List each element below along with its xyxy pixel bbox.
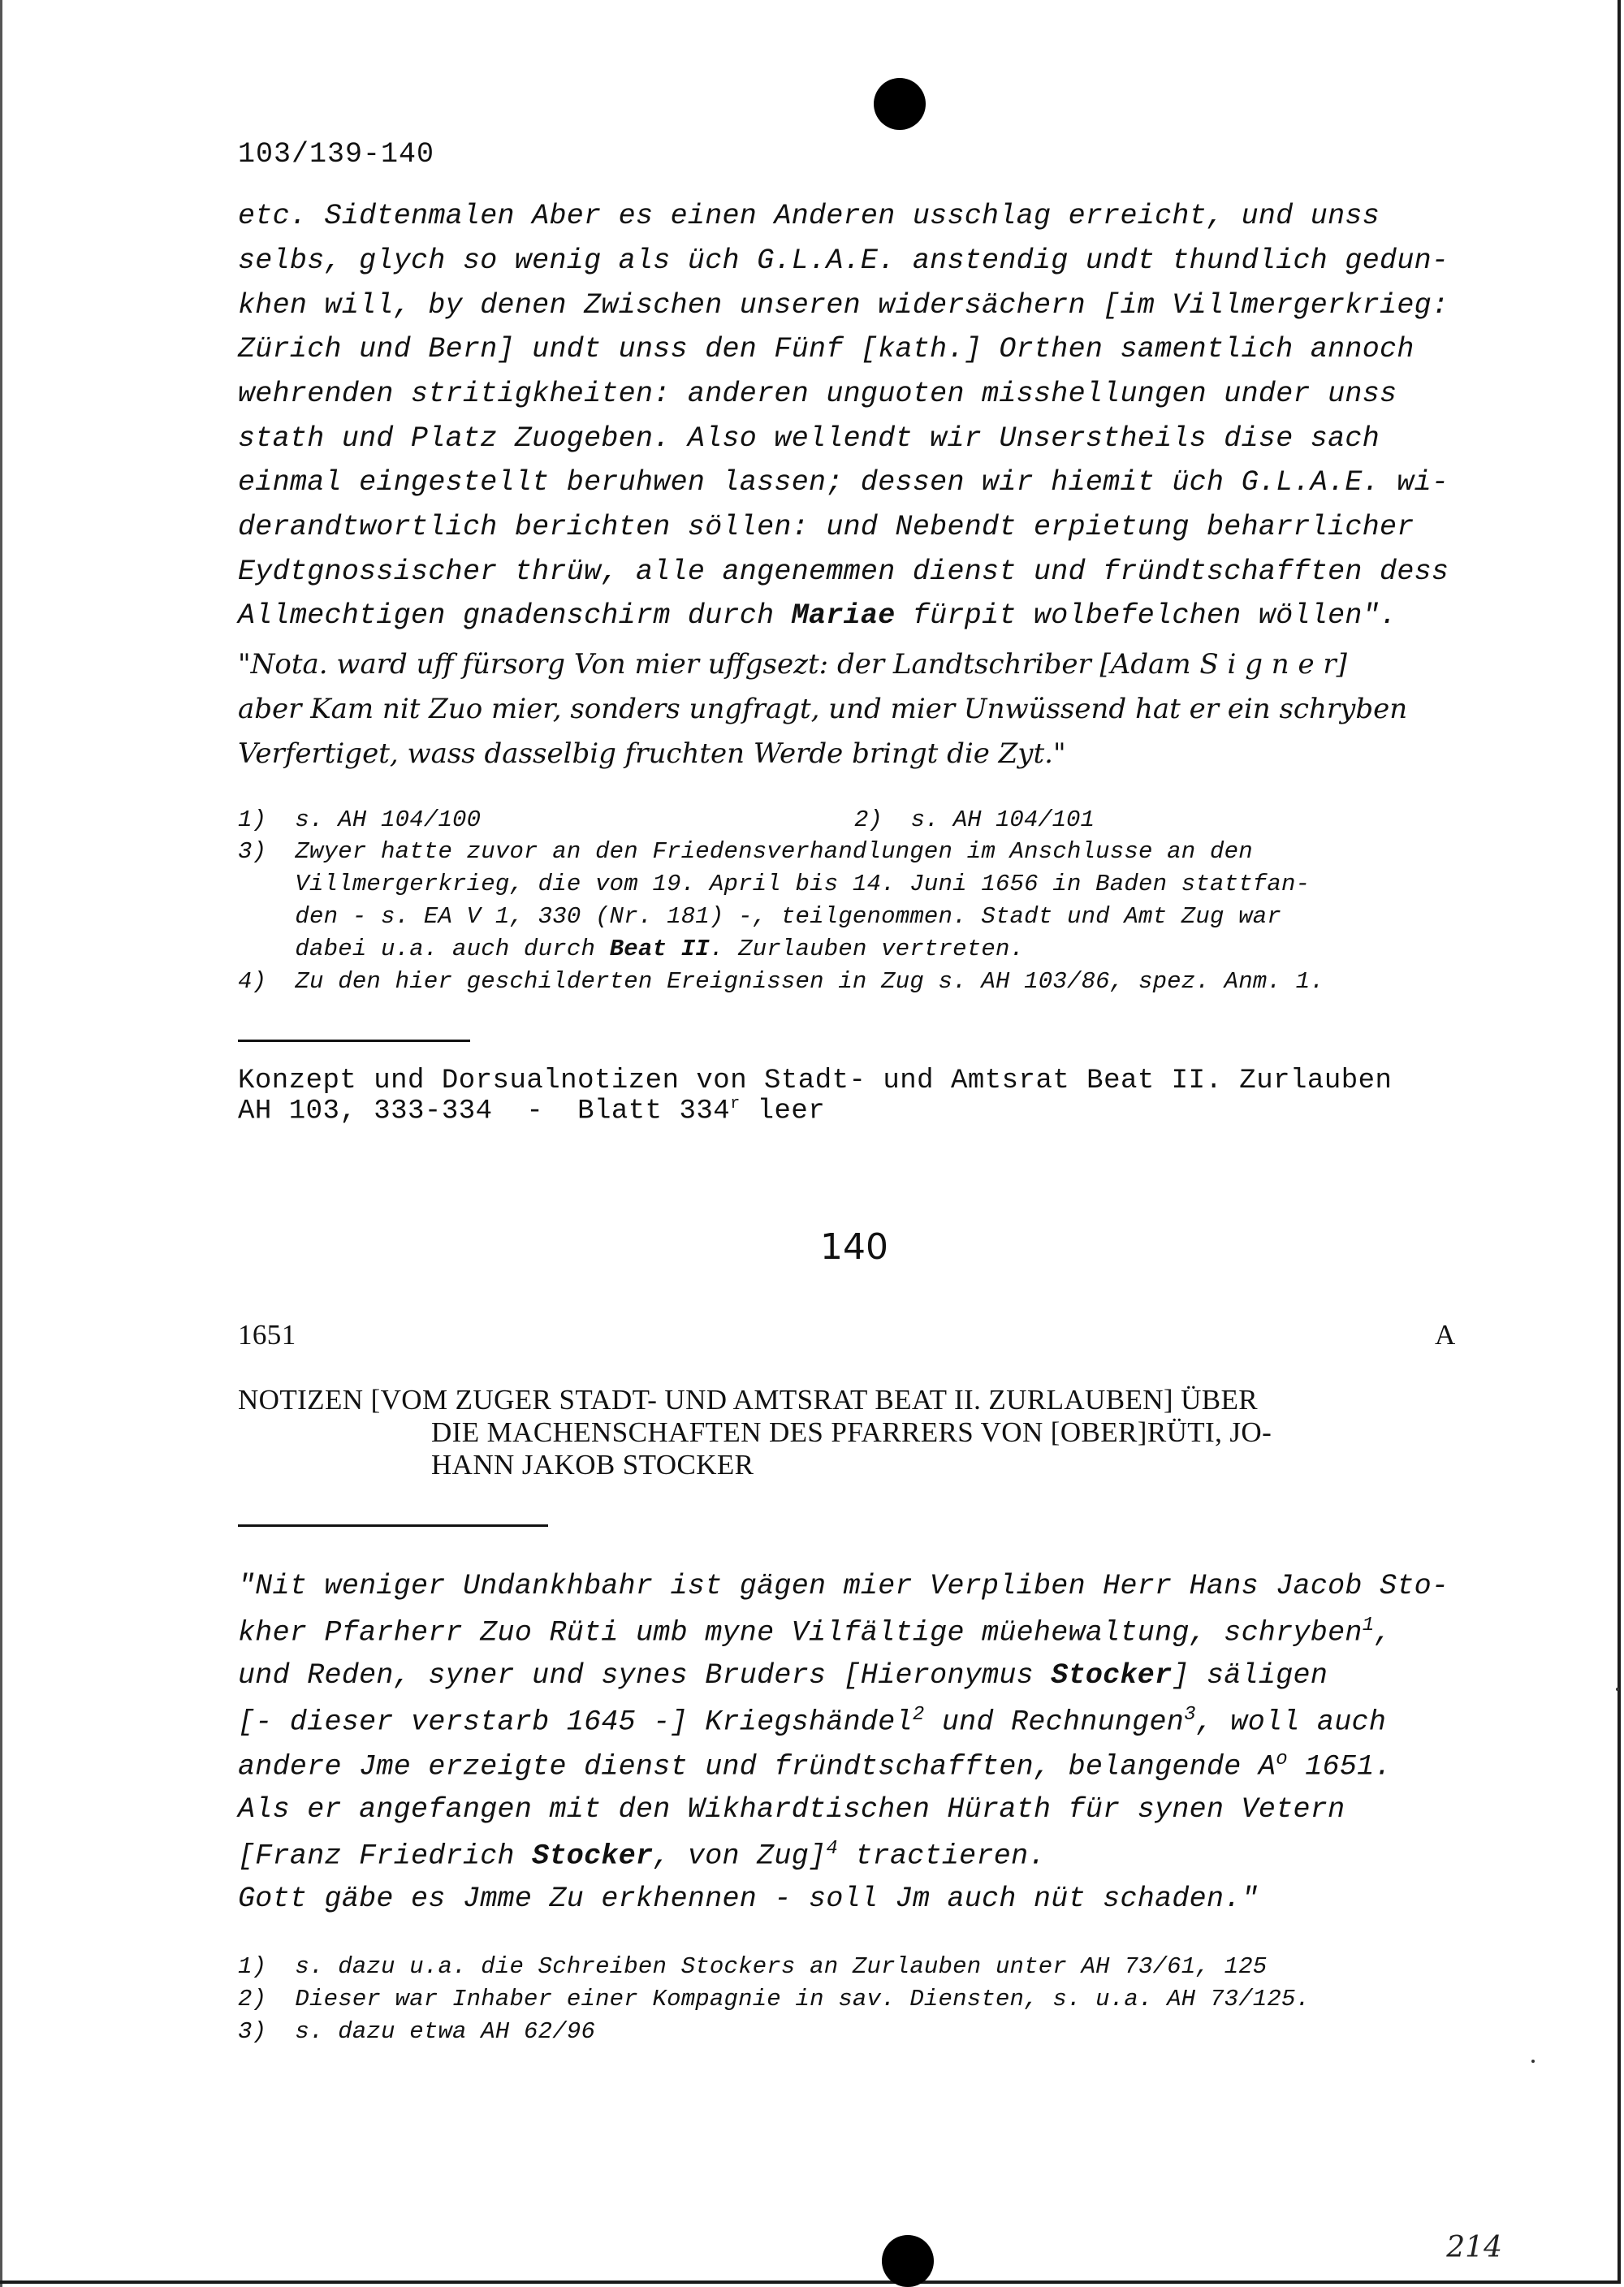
quote-line: Gott gäbe es Jmme Zu erkhennen - soll Jm auch nüt schaden." [238,1883,1259,1915]
nota-line: aber Kam nit Zuo mier, sonders ungfragt, und mier Unwüssend hat er ein schryben [238,693,1408,725]
footnote: 1) s. dazu u.a. die Schreiben Stockers an Zurlauben unter AH 73/61, 125 [238,1953,1268,1980]
footnote: 1) s. AH 104/100 [238,806,482,833]
quote-line: [Franz Friedrich Stocker, von Zug]$^4$ tractieren. [238,1838,1046,1873]
divider-rule [238,1524,548,1527]
heading-line: NOTIZEN [VOM ZUGER STADT- UND AMTSRAT BEAT II. ZURLAUBEN] ÜBER [238,1384,1259,1416]
source-line: Konzept und Dorsualnotizen von Stadt- und Amtsrat Beat II. Zurlauben [238,1066,1393,1096]
quote-line: kher Pfarherr Zuo Rüti umb myne Vilfältige müehewaltung, schryben$^1$, [238,1615,1392,1649]
quote-line: andere Jme erzeigte dienst und fründtschafften, belangende $A^o$ 1651. [238,1749,1392,1783]
footnote: Villmergerkrieg, die vom 19. April bis 14. Juni 1656 in Baden stattfan- [238,871,1311,897]
text-line: einmal eingestellt beruhwen lassen; dessen wir hiemit üch G.L.A.E. wi- [238,466,1449,499]
quote-line: "Nit weniger Undankhbahr ist gägen mier Verpliben Herr Hans Jacob Sto- [238,1570,1449,1602]
text-line: derandtwortlich berichten söllen: und Nebendt erpietung beharrlicher [238,511,1415,543]
quote-line: [- dieser verstarb 1645 -] Kriegshändel$^2$ und Rechnungen$^3$, woll auch [238,1704,1387,1739]
footnote: den - s. EA V 1, 330 (Nr. 181) -, teilgenommen. Stadt und Amt Zug war [238,903,1282,930]
punch-hole-bottom [882,2235,934,2287]
text-line: Eydtgnossischer thrüw, alle angenemmen dienst und fründtschafften dess [238,556,1449,588]
document-year: 1651 [238,1319,296,1351]
handwritten-page-number: 214 [1446,2231,1502,2264]
text-line: Zürich und Bern] undt unss den Fünf [kath.] Orthen samentlich annoch [238,333,1415,365]
text-line: stath und Platz Zuogeben. Also wellendt wir Unserstheils dise sach [238,422,1380,455]
text-line-last: Allmechtigen gnadenschirm durch Mariae fürpit wolbefelchen wöllen". [238,599,1397,632]
quote-line: und Reden, syner und synes Bruders [Hieronymus Stocker] säligen [238,1659,1328,1692]
nota-line: Verfertiget, wass dasselbig fruchten Werde bringt die Zyt." [238,737,1066,770]
footnote: 3) Zwyer hatte zuvor an den Friedensverhandlungen im Anschlusse an den [238,838,1253,865]
scan-speck [1616,1688,1619,1691]
divider-rule [238,1040,470,1042]
text-line: selbs, glych so wenig als üch G.L.A.E. anstendig undt thundlich gedun- [238,244,1449,277]
text-line: wehrenden stritigkheiten: anderen unguoten misshellungen under unss [238,378,1397,410]
footnote: 3) s. dazu etwa AH 62/96 [238,2018,596,2045]
quote-line: Als er angefangen mit den Wikhardtischen Hürath für synen Vetern [238,1793,1345,1826]
scan-speck [1531,2060,1535,2063]
heading-line: DIE MACHENSCHAFTEN DES PFARRERS VON [OBER]RÜTI, JO- [431,1416,1272,1448]
nota-line: "Nota. ward uff fürsorg Von mier uffgsezt: der Landtschriber [Adam S i g n e r] [238,648,1347,681]
page-reference: 103/139-140 [238,138,435,171]
text-line: etc. Sidtenmalen Aber es einen Anderen usschlag erreicht, und unss [238,200,1380,232]
footnote: 2) Dieser war Inhaber einer Kompagnie in sav. Diensten, s. u.a. AH 73/125. [238,1986,1311,2012]
heading-line: HANN JAKOB STOCKER [431,1449,754,1481]
footnote: 4) Zu den hier geschilderten Ereignissen in Zug s. AH 103/86, spez. Anm. 1. [238,968,1324,995]
footnote: 2) s. AH 104/101 [854,806,1095,833]
punch-hole-top [874,78,926,130]
source-line: AH 103, 333-334 - Blatt 334$^r$ leer [238,1095,826,1127]
text-line: khen will, by denen Zwischen unseren widersächern [im Villmergerkrieg: [238,289,1449,322]
document-class: A [1435,1319,1456,1351]
footnote: dabei u.a. auch durch Beat II. Zurlauben vertreten. [238,936,1025,962]
document-number: 140 [820,1226,888,1268]
